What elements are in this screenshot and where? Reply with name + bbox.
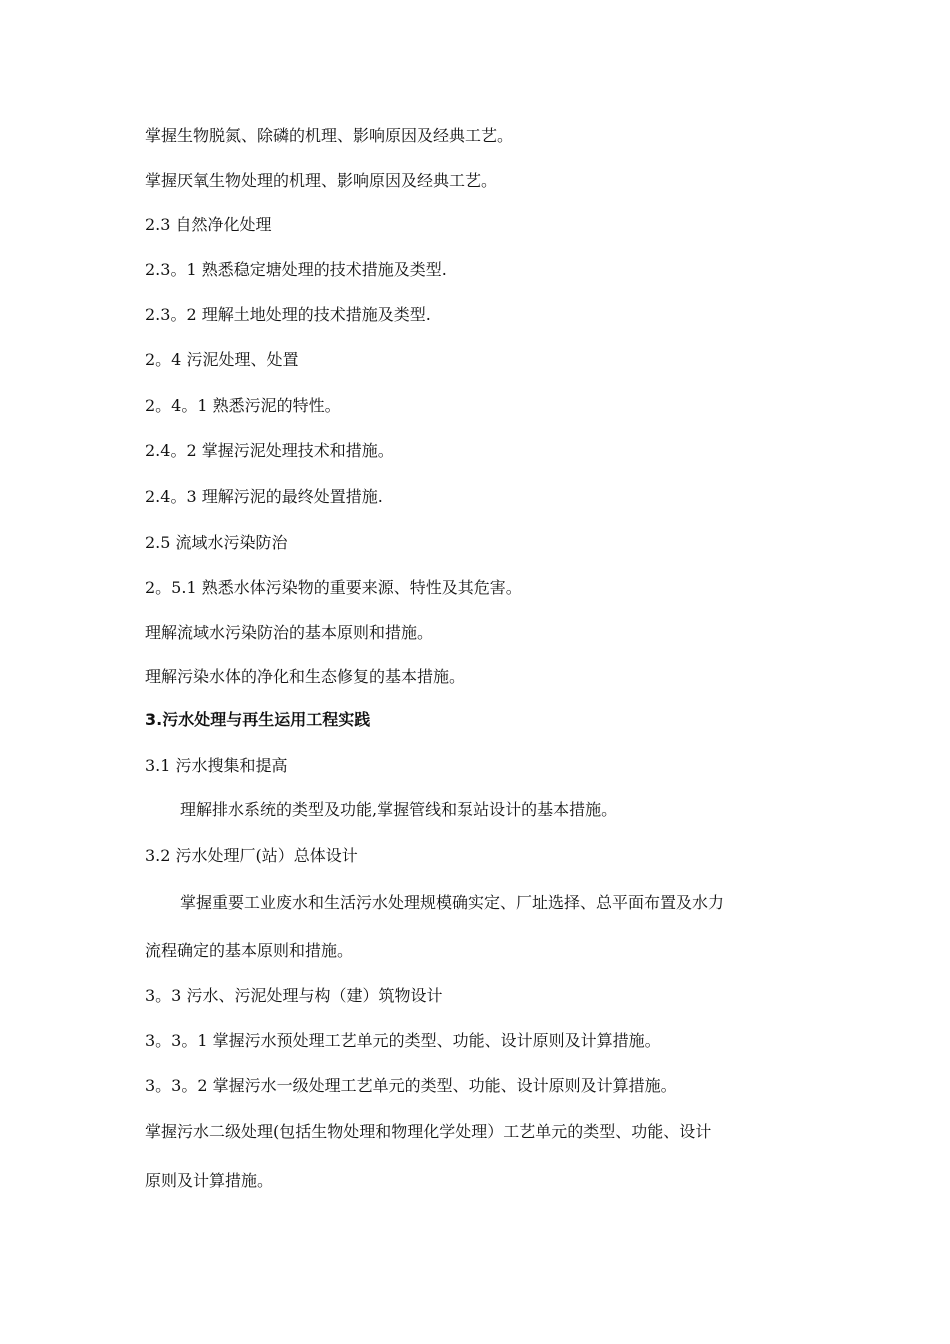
section-heading: 2.3 自然净化处理 bbox=[145, 215, 272, 234]
text-line: 3。3。1 掌握污水预处理工艺单元的类型、功能、设计原则及计算措施。 bbox=[145, 1031, 661, 1050]
text-line: 2.4。2 掌握污泥处理技术和措施。 bbox=[145, 441, 394, 460]
section-heading: 3。3 污水、污泥处理与构（建）筑物设计 bbox=[145, 986, 443, 1005]
section-heading: 2。4 污泥处理、处置 bbox=[145, 350, 299, 369]
text-line: 掌握重要工业废水和生活污水处理规模确实定、厂址选择、总平面布置及水力 bbox=[180, 893, 725, 912]
text-line: 理解排水系统的类型及功能,掌握管线和泵站设计的基本措施。 bbox=[180, 800, 618, 819]
text-line: 2.3。1 熟悉稳定塘处理的技术措施及类型. bbox=[145, 260, 447, 279]
text-line: 掌握生物脱氮、除磷的机理、影响原因及经典工艺。 bbox=[145, 126, 514, 145]
text-line: 2。5.1 熟悉水体污染物的重要来源、特性及其危害。 bbox=[145, 578, 522, 597]
section-heading: 2.5 流域水污染防治 bbox=[145, 533, 288, 552]
section-heading: 3.1 污水搜集和提高 bbox=[145, 756, 288, 775]
text-line: 2.4。3 理解污泥的最终处置措施. bbox=[145, 487, 383, 506]
text-line: 掌握厌氧生物处理的机理、影响原因及经典工艺。 bbox=[145, 171, 498, 190]
chapter-heading: 3.污水处理与再生运用工程实践 bbox=[145, 710, 371, 729]
text-line: 原则及计算措施。 bbox=[145, 1171, 274, 1190]
text-line: 理解污染水体的净化和生态修复的基本措施。 bbox=[145, 667, 466, 686]
text-line: 2.3。2 理解土地处理的技术措施及类型. bbox=[145, 305, 431, 324]
section-heading: 3.2 污水处理厂(站）总体设计 bbox=[145, 846, 358, 865]
text-line: 掌握污水二级处理(包括生物处理和物理化学处理）工艺单元的类型、功能、设计 bbox=[145, 1122, 712, 1141]
text-line: 3。3。2 掌握污水一级处理工艺单元的类型、功能、设计原则及计算措施。 bbox=[145, 1076, 677, 1095]
text-line: 2。4。1 熟悉污泥的特性。 bbox=[145, 396, 341, 415]
text-line: 理解流域水污染防治的基本原则和措施。 bbox=[145, 623, 434, 642]
text-line: 流程确定的基本原则和措施。 bbox=[145, 941, 354, 960]
